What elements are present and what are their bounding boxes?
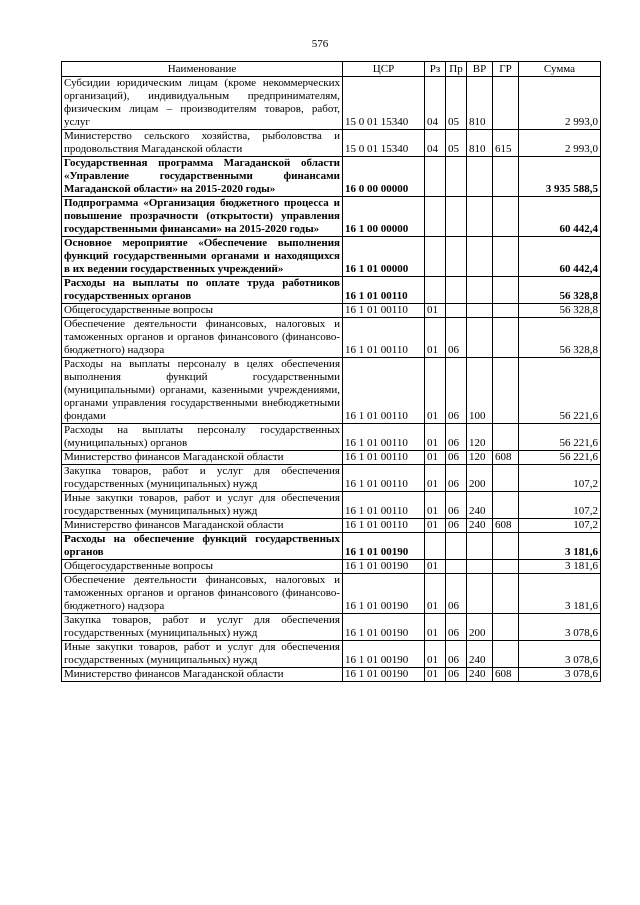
table-row — [62, 560, 601, 574]
cell-vr — [467, 237, 493, 277]
cell-name: Министерство финансов Магаданской области — [62, 668, 343, 682]
cell-gr — [493, 304, 519, 318]
cell-vr — [467, 533, 493, 560]
cell-gr — [493, 574, 519, 614]
cell-name: Подпрограмма «Организация бюджетного процесса и повышение прозрачности (открытости) управления государственными финансами» на 2015-2020 годы» — [62, 197, 343, 237]
cell-csr: 16 1 01 00190 — [343, 641, 425, 668]
cell-sum: 2 993,0 — [519, 77, 601, 130]
cell-name: Расходы на выплаты персоналу государственных (муниципальных) органов — [62, 424, 343, 451]
header-rz: Рз — [425, 62, 446, 77]
cell-gr: 608 — [493, 519, 519, 533]
cell-sum: 56 328,8 — [519, 277, 601, 304]
cell-rz — [425, 157, 446, 197]
table-row — [62, 574, 601, 614]
table-row — [62, 424, 601, 451]
table-header-row — [62, 62, 601, 77]
cell-vr: 120 — [467, 424, 493, 451]
cell-gr — [493, 641, 519, 668]
cell-rz: 01 — [425, 424, 446, 451]
cell-vr — [467, 157, 493, 197]
cell-name: Закупка товаров, работ и услуг для обеспечения государственных (муниципальных) нужд — [62, 465, 343, 492]
cell-csr: 15 0 01 15340 — [343, 130, 425, 157]
cell-sum: 3 078,6 — [519, 641, 601, 668]
cell-csr: 16 1 01 00110 — [343, 277, 425, 304]
cell-vr: 200 — [467, 465, 493, 492]
cell-rz — [425, 197, 446, 237]
cell-csr: 16 1 01 00110 — [343, 424, 425, 451]
cell-csr: 16 1 01 00190 — [343, 574, 425, 614]
cell-rz: 04 — [425, 130, 446, 157]
table-row — [62, 519, 601, 533]
cell-vr: 810 — [467, 77, 493, 130]
cell-vr: 240 — [467, 519, 493, 533]
cell-vr: 100 — [467, 358, 493, 424]
cell-sum: 3 181,6 — [519, 574, 601, 614]
cell-name: Основное мероприятие «Обеспечение выполнения функций государственными органами и находящихся в их ведении государственных учреждений» — [62, 237, 343, 277]
cell-rz: 01 — [425, 304, 446, 318]
cell-pr — [446, 277, 467, 304]
cell-gr — [493, 157, 519, 197]
cell-csr: 15 0 01 15340 — [343, 77, 425, 130]
table-row — [62, 492, 601, 519]
cell-gr — [493, 465, 519, 492]
cell-rz — [425, 277, 446, 304]
cell-pr: 06 — [446, 492, 467, 519]
cell-name: Министерство финансов Магаданской области — [62, 451, 343, 465]
table-row — [62, 641, 601, 668]
cell-sum: 56 328,8 — [519, 318, 601, 358]
cell-pr — [446, 304, 467, 318]
cell-sum: 56 221,6 — [519, 424, 601, 451]
cell-sum: 3 181,6 — [519, 533, 601, 560]
cell-rz: 01 — [425, 492, 446, 519]
cell-name: Общегосударственные вопросы — [62, 304, 343, 318]
cell-gr — [493, 197, 519, 237]
cell-gr — [493, 318, 519, 358]
cell-rz: 04 — [425, 77, 446, 130]
cell-pr: 06 — [446, 614, 467, 641]
cell-csr: 16 0 00 00000 — [343, 157, 425, 197]
cell-csr: 16 1 01 00110 — [343, 358, 425, 424]
header-gr: ГР — [493, 62, 519, 77]
cell-name: Общегосударственные вопросы — [62, 560, 343, 574]
cell-gr — [493, 277, 519, 304]
cell-gr: 608 — [493, 451, 519, 465]
cell-csr: 16 1 01 00000 — [343, 237, 425, 277]
cell-sum: 60 442,4 — [519, 197, 601, 237]
cell-pr: 05 — [446, 130, 467, 157]
table-row — [62, 614, 601, 641]
cell-name: Обеспечение деятельности финансовых, налоговых и таможенных органов и органов финансового (финансово-бюджетного) надзора — [62, 574, 343, 614]
cell-name: Расходы на выплаты по оплате труда работников государственных органов — [62, 277, 343, 304]
cell-rz — [425, 237, 446, 277]
cell-pr — [446, 560, 467, 574]
table-row — [62, 237, 601, 277]
cell-sum: 56 221,6 — [519, 358, 601, 424]
cell-name: Субсидии юридическим лицам (кроме некоммерческих организаций), индивидуальным предпринимателям, физическим лицам – производителям товаров, работ, услуг — [62, 77, 343, 130]
cell-csr: 16 1 01 00190 — [343, 614, 425, 641]
cell-rz: 01 — [425, 451, 446, 465]
cell-sum: 60 442,4 — [519, 237, 601, 277]
cell-sum: 3 935 588,5 — [519, 157, 601, 197]
cell-csr: 16 1 01 00110 — [343, 304, 425, 318]
cell-sum: 56 328,8 — [519, 304, 601, 318]
cell-pr: 06 — [446, 519, 467, 533]
cell-csr: 16 1 01 00110 — [343, 451, 425, 465]
cell-rz: 01 — [425, 574, 446, 614]
cell-name: Министерство сельского хозяйства, рыболовства и продовольствия Магаданской области — [62, 130, 343, 157]
cell-pr: 05 — [446, 77, 467, 130]
cell-rz: 01 — [425, 465, 446, 492]
cell-vr: 810 — [467, 130, 493, 157]
cell-vr: 200 — [467, 614, 493, 641]
cell-pr — [446, 237, 467, 277]
cell-sum: 107,2 — [519, 519, 601, 533]
cell-vr — [467, 318, 493, 358]
cell-csr: 16 1 00 00000 — [343, 197, 425, 237]
cell-csr: 16 1 01 00190 — [343, 668, 425, 682]
table-body — [62, 77, 601, 682]
budget-table — [61, 61, 601, 682]
table-row — [62, 77, 601, 130]
cell-pr: 06 — [446, 318, 467, 358]
cell-gr — [493, 533, 519, 560]
cell-csr: 16 1 01 00110 — [343, 492, 425, 519]
cell-gr — [493, 358, 519, 424]
header-name: Наименование — [62, 62, 343, 77]
cell-name: Расходы на обеспечение функций государственных органов — [62, 533, 343, 560]
cell-pr — [446, 197, 467, 237]
cell-csr: 16 1 01 00190 — [343, 560, 425, 574]
cell-pr: 06 — [446, 574, 467, 614]
cell-pr: 06 — [446, 451, 467, 465]
cell-rz: 01 — [425, 358, 446, 424]
cell-csr: 16 1 01 00110 — [343, 318, 425, 358]
cell-name: Закупка товаров, работ и услуг для обеспечения государственных (муниципальных) нужд — [62, 614, 343, 641]
cell-sum: 3 078,6 — [519, 668, 601, 682]
cell-pr — [446, 157, 467, 197]
cell-name: Обеспечение деятельности финансовых, налоговых и таможенных органов и органов финансового (финансово-бюджетного) надзора — [62, 318, 343, 358]
cell-rz: 01 — [425, 519, 446, 533]
cell-pr: 06 — [446, 358, 467, 424]
cell-sum: 3 078,6 — [519, 614, 601, 641]
table-row — [62, 277, 601, 304]
cell-gr — [493, 492, 519, 519]
cell-gr: 608 — [493, 668, 519, 682]
cell-pr: 06 — [446, 465, 467, 492]
cell-name: Иные закупки товаров, работ и услуг для обеспечения государственных (муниципальных) нужд — [62, 492, 343, 519]
cell-csr: 16 1 01 00110 — [343, 465, 425, 492]
cell-name: Иные закупки товаров, работ и услуг для обеспечения государственных (муниципальных) нужд — [62, 641, 343, 668]
header-csr: ЦСР — [343, 62, 425, 77]
cell-gr — [493, 424, 519, 451]
cell-gr — [493, 77, 519, 130]
table-row — [62, 197, 601, 237]
cell-pr — [446, 533, 467, 560]
cell-rz — [425, 533, 446, 560]
table-row — [62, 130, 601, 157]
table-row — [62, 318, 601, 358]
cell-rz: 01 — [425, 614, 446, 641]
table-row — [62, 358, 601, 424]
cell-pr: 06 — [446, 668, 467, 682]
cell-rz: 01 — [425, 668, 446, 682]
cell-gr: 615 — [493, 130, 519, 157]
table-row — [62, 465, 601, 492]
cell-vr: 240 — [467, 492, 493, 519]
cell-vr — [467, 304, 493, 318]
cell-gr — [493, 560, 519, 574]
cell-rz: 01 — [425, 318, 446, 358]
cell-sum: 56 221,6 — [519, 451, 601, 465]
table-row — [62, 533, 601, 560]
header-pr: Пр — [446, 62, 467, 77]
cell-sum: 107,2 — [519, 492, 601, 519]
cell-sum: 2 993,0 — [519, 130, 601, 157]
table-row — [62, 451, 601, 465]
cell-name: Государственная программа Магаданской области «Управление государственными финансами Магаданской области» на 2015-2020 годы» — [62, 157, 343, 197]
header-vr: ВР — [467, 62, 493, 77]
cell-vr: 120 — [467, 451, 493, 465]
cell-name: Министерство финансов Магаданской области — [62, 519, 343, 533]
cell-vr — [467, 277, 493, 304]
cell-vr — [467, 574, 493, 614]
cell-pr: 06 — [446, 641, 467, 668]
cell-gr — [493, 614, 519, 641]
cell-vr: 240 — [467, 668, 493, 682]
cell-vr — [467, 560, 493, 574]
cell-csr: 16 1 01 00110 — [343, 519, 425, 533]
cell-csr: 16 1 01 00190 — [343, 533, 425, 560]
table-row — [62, 668, 601, 682]
cell-vr: 240 — [467, 641, 493, 668]
header-sum: Сумма — [519, 62, 601, 77]
page-number: 576 — [311, 38, 329, 50]
cell-name: Расходы на выплаты персоналу в целях обеспечения выполнения функций государственными (муниципальными) органами, казенными учреждениями, органами управления государственными внебюджетными фондами — [62, 358, 343, 424]
cell-pr: 06 — [446, 424, 467, 451]
cell-gr — [493, 237, 519, 277]
cell-rz: 01 — [425, 641, 446, 668]
cell-vr — [467, 197, 493, 237]
table-row — [62, 157, 601, 197]
cell-rz: 01 — [425, 560, 446, 574]
cell-sum: 3 181,6 — [519, 560, 601, 574]
table-row — [62, 304, 601, 318]
cell-sum: 107,2 — [519, 465, 601, 492]
